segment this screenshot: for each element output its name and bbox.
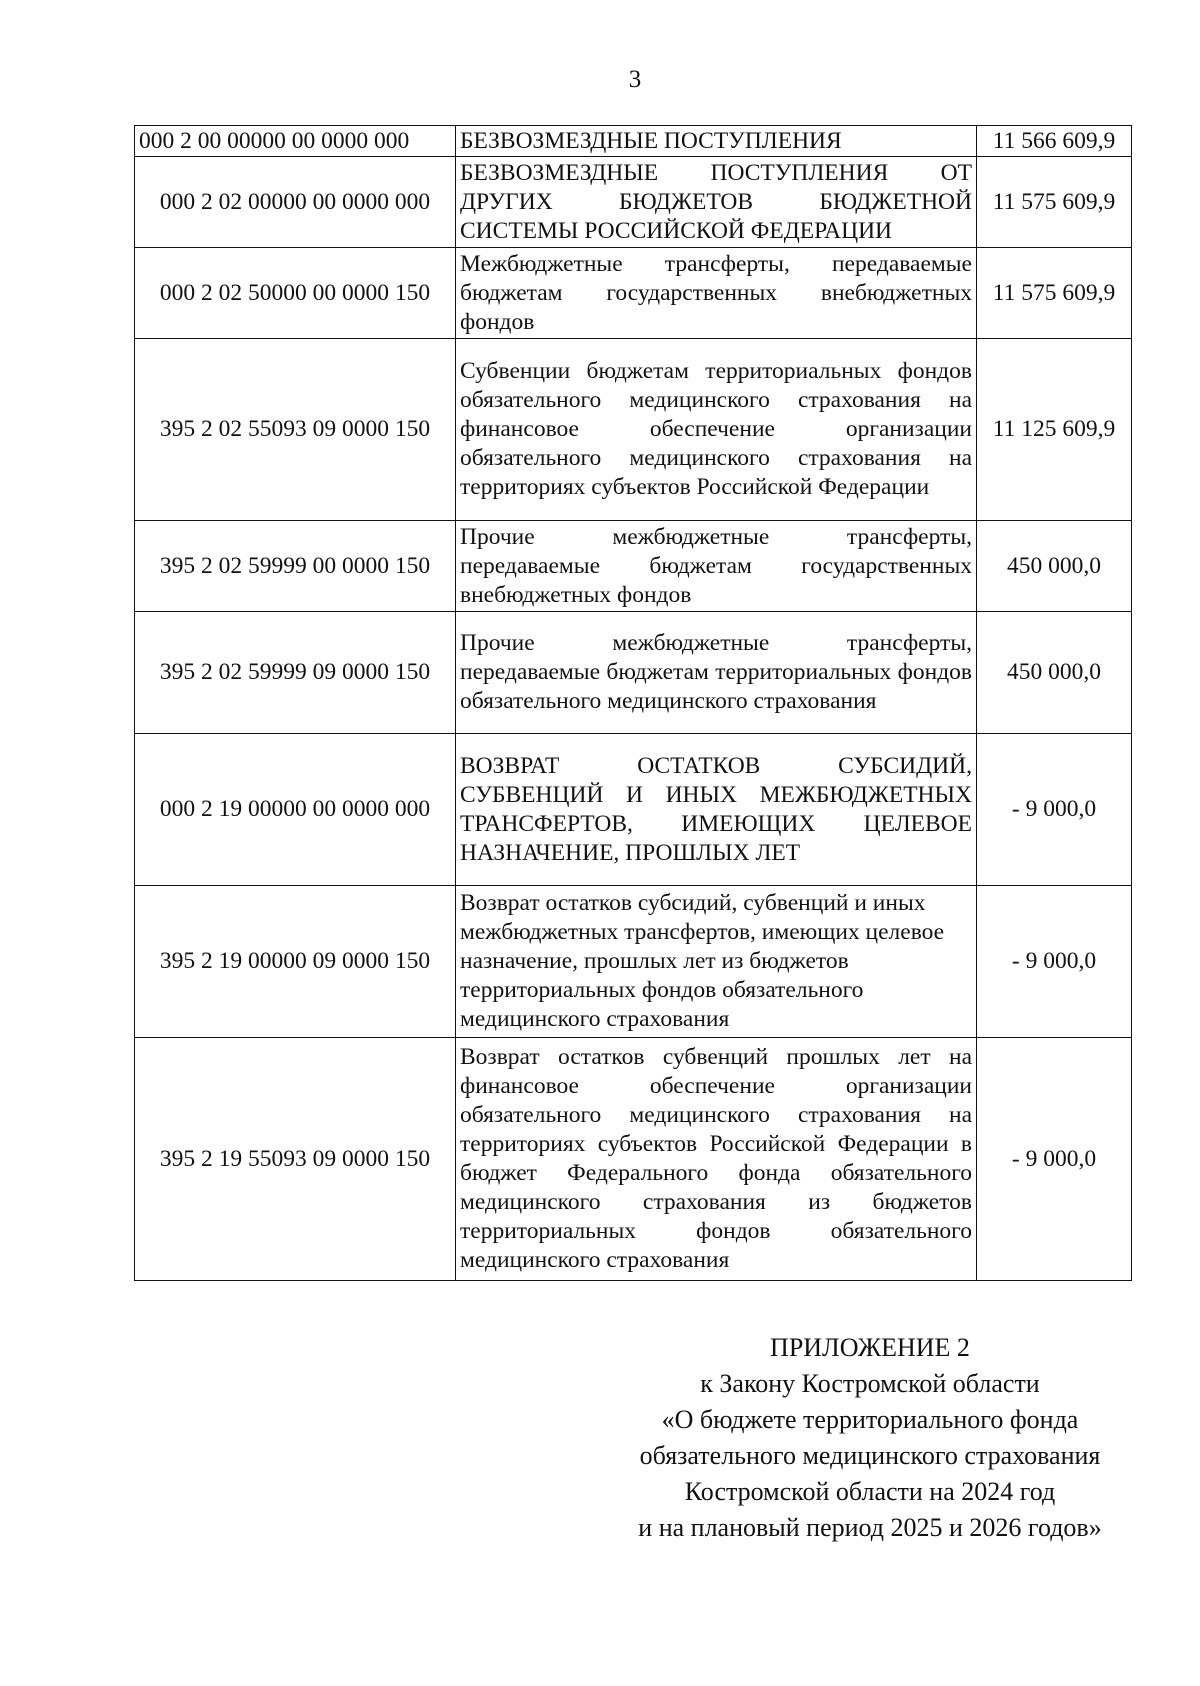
- row-amount: 11 575 609,9: [977, 157, 1132, 248]
- table-row: [135, 248, 1132, 339]
- row-name: Субвенции бюджетам территориальных фондов обязательного медицинского страхования на финансовое обеспечение организации обязательного медицинского страхования на территориях субъектов Российской Федерации: [456, 339, 977, 521]
- table-row: [135, 734, 1132, 886]
- appendix-line: «О бюджете территориального фонда: [661, 1405, 1079, 1434]
- row-amount: 450 000,0: [977, 521, 1132, 612]
- table-row: [135, 521, 1132, 612]
- appendix-title: ПРИЛОЖЕНИЕ 2: [770, 1333, 970, 1362]
- row-code: 395 2 19 00000 09 0000 150: [135, 886, 456, 1038]
- row-name: Прочие межбюджетные трансферты, передаваемые бюджетам государственных внебюджетных фондов: [456, 521, 977, 612]
- row-code: 395 2 02 59999 09 0000 150: [135, 612, 456, 734]
- appendix-line: и на плановый период 2025 и 2026 годов»: [638, 1513, 1102, 1542]
- appendix-line: обязательного медицинского страхования: [639, 1441, 1101, 1470]
- row-code: 395 2 02 55093 09 0000 150: [135, 339, 456, 521]
- table-row: [135, 1038, 1132, 1281]
- appendix-line: к Закону Костромской области: [700, 1369, 1040, 1398]
- appendix-line: Костромской области на 2024 год: [684, 1477, 1056, 1506]
- row-amount: 450 000,0: [977, 612, 1132, 734]
- row-code: 000 2 00 00000 00 0000 000: [135, 126, 456, 157]
- row-amount: 11 575 609,9: [977, 248, 1132, 339]
- row-name: ВОЗВРАТ ОСТАТКОВ СУБСИДИЙ, СУБВЕНЦИЙ И ИНЫХ МЕЖБЮДЖЕТНЫХ ТРАНСФЕРТОВ, ИМЕЮЩИХ ЦЕЛЕВОЕ НАЗНАЧЕНИЕ, ПРОШЛЫХ ЛЕТ: [456, 734, 977, 886]
- row-name: БЕЗВОЗМЕЗДНЫЕ ПОСТУПЛЕНИЯ: [456, 126, 977, 157]
- table-row: [135, 612, 1132, 734]
- row-code: 000 2 02 00000 00 0000 000: [135, 157, 456, 248]
- row-name: Прочие межбюджетные трансферты, передаваемые бюджетам территориальных фондов обязательного медицинского страхования: [456, 612, 977, 734]
- row-amount: 11 125 609,9: [977, 339, 1132, 521]
- row-name: БЕЗВОЗМЕЗДНЫЕ ПОСТУПЛЕНИЯ ОТ ДРУГИХ БЮДЖЕТОВ БЮДЖЕТНОЙ СИСТЕМЫ РОССИЙСКОЙ ФЕДЕРАЦИИ: [456, 157, 977, 248]
- row-amount: - 9 000,0: [977, 734, 1132, 886]
- row-amount: 11 566 609,9: [977, 126, 1132, 157]
- table-row: [135, 339, 1132, 521]
- row-amount: - 9 000,0: [977, 1038, 1132, 1281]
- page-number: 3: [628, 66, 642, 93]
- table-row: [135, 157, 1132, 248]
- row-name: Возврат остатков субвенций прошлых лет на финансовое обеспечение организации обязательного медицинского страхования на территориях субъектов Российской Федерации в бюджет Федерального фонда обязательного медицинского страхования из бюджетов территориальных фондов обязательного медицинского страхования: [456, 1038, 977, 1281]
- table-row: [135, 126, 1132, 157]
- table-row: [135, 886, 1132, 1038]
- appendix-header: [560, 1330, 1180, 1546]
- row-code: 395 2 02 59999 00 0000 150: [135, 521, 456, 612]
- row-amount: - 9 000,0: [977, 886, 1132, 1038]
- row-code: 395 2 19 55093 09 0000 150: [135, 1038, 456, 1281]
- row-code: 000 2 19 00000 00 0000 000: [135, 734, 456, 886]
- row-name: Возврат остатков субсидий, субвенций и иных межбюджетных трансфертов, имеющих целевое назначение, прошлых лет из бюджетов территориальных фондов обязательного медицинского страхования: [456, 886, 977, 1038]
- revenue-table: [134, 125, 1132, 1281]
- row-name: Межбюджетные трансферты, передаваемые бюджетам государственных внебюджетных фондов: [456, 248, 977, 339]
- row-code: 000 2 02 50000 00 0000 150: [135, 248, 456, 339]
